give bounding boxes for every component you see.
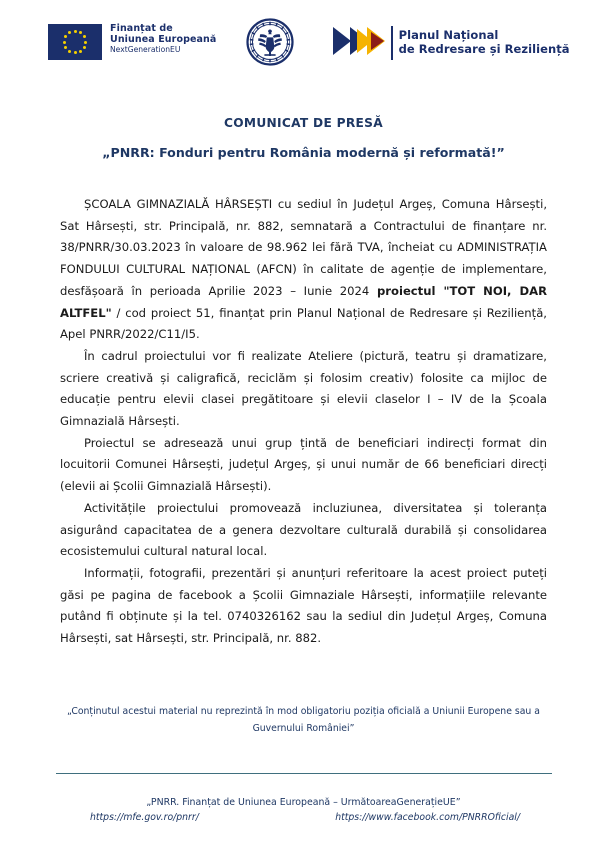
document-body [60, 194, 547, 650]
page-title: COMUNICAT DE PRESĂ [224, 116, 383, 130]
eu-disclaimer: „Conținutul acestui material nu reprezintă în mod obligatoriu poziția oficială a Uniunii Europene sau a Guvernului României” [67, 706, 540, 734]
project-name-bold: proiectul "TOT NOI, DAR ALTFEL" [60, 283, 547, 320]
eu-flag-star [74, 30, 77, 33]
eu-logo-line1: Finanțat de [110, 23, 173, 34]
eu-flag-star [83, 35, 86, 38]
paragraph-4: Activitățile proiectului promovează incluziunea, diversitatea și toleranța asigurând capacitatea de a genera dezvoltare culturală durabilă și consolidarea ecosistemului cultural natural local. [60, 500, 547, 559]
header-logo-bar [0, 16, 607, 76]
footer-link-mfe[interactable]: https://mfe.gov.ro/pnrr/ [90, 812, 199, 823]
eu-logo-line3: NextGenerationEU [110, 45, 181, 55]
eu-flag-star [64, 35, 67, 38]
eu-funding-text [110, 24, 216, 55]
eu-flag-star [84, 41, 87, 44]
european-union-flag-icon [48, 24, 102, 60]
paragraph-1 [60, 194, 547, 346]
romanian-government-seal-icon [246, 18, 294, 66]
footer-divider [56, 773, 552, 774]
pnrr-logo-line1: Planul Național [398, 28, 499, 43]
eu-funding-logo [48, 24, 216, 60]
eu-flag-star [63, 41, 66, 44]
paragraph-1-part-b: / cod proiect 51, finanțat prin Planul Național de Redresare și Reziliență, Apel PNRR/2022/C11/I5. [60, 305, 547, 342]
eu-flag-star [64, 46, 67, 49]
pnrr-logo [332, 24, 570, 62]
eu-flag-star [68, 50, 71, 53]
pnrr-logo-divider [391, 26, 393, 60]
paragraph-3: Proiectul se adresează unui grup țintă de beneficiari indirecți format din locuitorii Comunei Hârsești, județul Argeș, și unui număr de 66 beneficiari direcți (elevii ai Școlii Gimnazială Hârsești). [60, 435, 547, 494]
page-subtitle: „PNRR: Fonduri pentru România modernă și reformată!” [102, 145, 505, 160]
footer-funding-note: „PNRR. Finanțat de Uniunea Europeană – UrmătoareaGenerațieUE” [146, 797, 461, 808]
paragraph-1-part-a: ȘCOALA GIMNAZIALĂ HÂRSEȘTI cu sediul în Județul Argeș, Comuna Hârsești, Sat Hârsești, str. Principală, nr. 882, semnatară a Contractului de finanțare nr. 38/PNRR/30.03.2023 în valoare de 98.962 lei fără TVA, încheiat cu ADMINISTRAȚIA FONDULUI CULTURAL NAȚIONAL (AFCN) în calitate de agenție de implementare, desfășoară în perioada Aprilie 2023 – Iunie 2024 [60, 197, 547, 298]
paragraph-2: În cadrul proiectului vor fi realizate Ateliere (pictură, teatru și dramatizare, scriere creativă și caligrafică, reciclăm și folosim creativ) folosite ca mijloc de educație pentru elevii clasei pregătitoare și elevii claselor I – IV de la Școala Gimnazială Hârsești. [60, 348, 547, 429]
eu-logo-line2: Uniunea Europeană [110, 33, 217, 45]
eu-flag-star [74, 51, 77, 54]
pnrr-logo-line2: de Redresare și Reziliență [398, 42, 570, 56]
eu-flag-star [79, 31, 82, 34]
eu-flag-star [79, 50, 82, 53]
pnrr-arrows-icon [332, 24, 386, 62]
eu-flag-star [83, 46, 86, 49]
footer-links [90, 812, 520, 823]
paragraph-5: Informații, fotografii, prezentări și anunțuri referitoare la acest proiect puteți găsi pe pagina de facebook a Școlii Gimnaziale Hârsești, informațiile relevante putând fi obținute și la tel. 0740326162 sau la sediul din Județul Argeș, Comuna Hârsești, sat Hârsești, str. Principală, nr. 882. [60, 565, 547, 646]
footer-link-facebook[interactable]: https://www.facebook.com/PNRROficial/ [335, 812, 520, 823]
pnrr-logo-text [399, 29, 570, 56]
eu-flag-star [68, 31, 71, 34]
